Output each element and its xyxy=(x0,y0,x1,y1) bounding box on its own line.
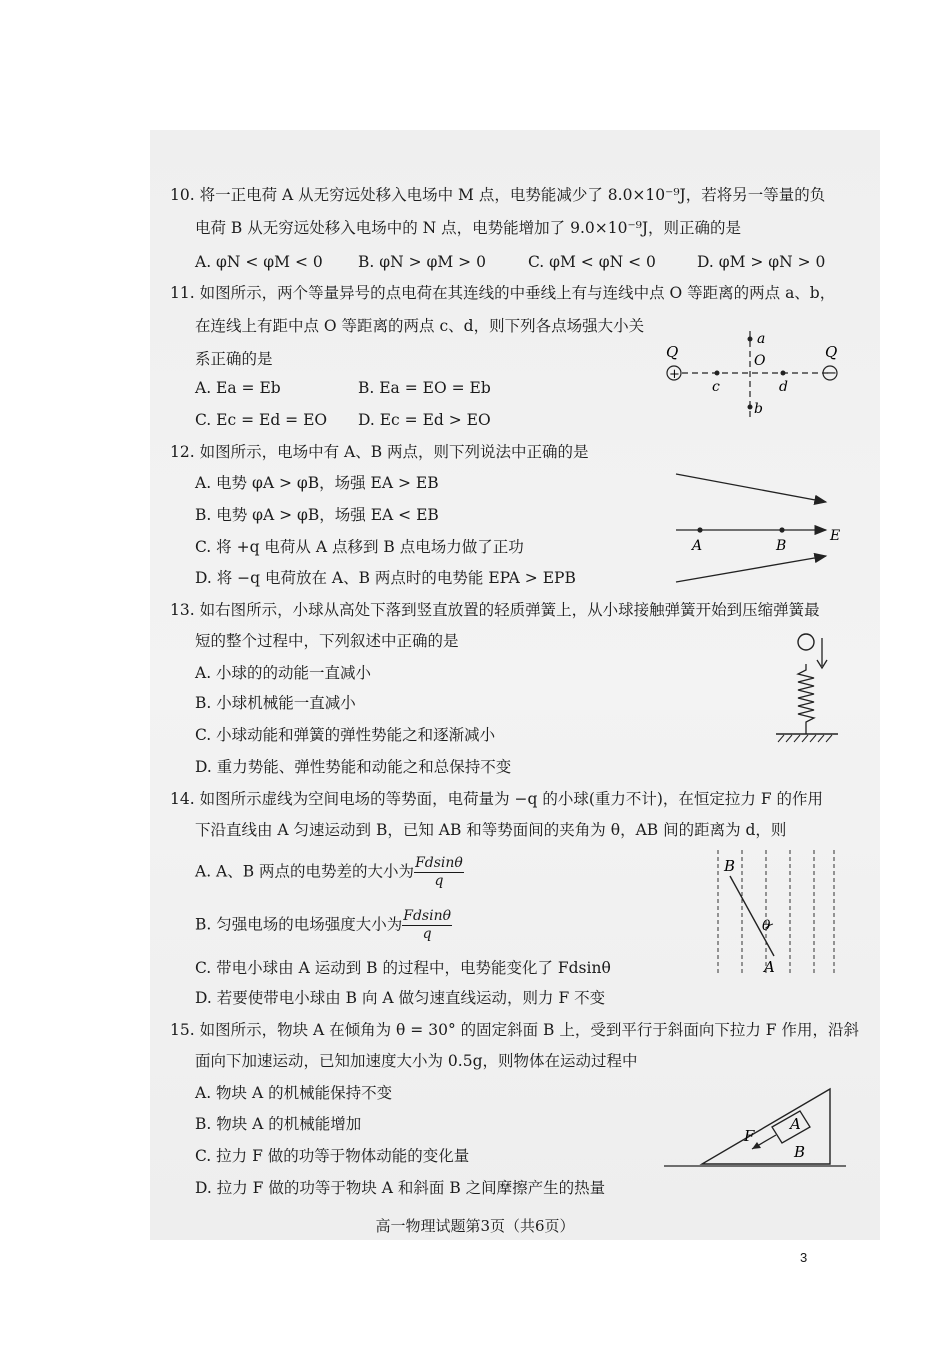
label-b: B xyxy=(776,538,787,554)
q13-figure xyxy=(770,630,840,748)
q11-option-c: C. Ec = Ed = EO xyxy=(195,411,328,429)
label-f: F xyxy=(744,1127,755,1145)
q14-figure xyxy=(712,846,842,978)
q14-option-c: C. 带电小球由 A 运动到 B 的过程中，电势能变化了 Fdsinθ xyxy=(195,959,611,977)
q14-option-b-text: B. 匀强电场的电场强度大小为 xyxy=(195,915,403,934)
q15-option-b: B. 物块 A 的机械能增加 xyxy=(195,1115,362,1133)
q12-line1: 12. 如图所示，电场中有 A、B 两点，则下列说法中正确的是 xyxy=(170,443,589,461)
q14-option-d: D. 若要使带电小球由 B 向 A 做匀速直线运动，则力 F 不变 xyxy=(195,989,606,1007)
q10-option-c: C. φM < φN < 0 xyxy=(528,253,656,271)
page-number: 3 xyxy=(800,1250,808,1265)
label-e: E xyxy=(830,528,841,544)
q15-figure xyxy=(660,1075,850,1175)
label-d: d xyxy=(779,379,788,395)
minus-sign: − xyxy=(826,366,837,381)
q15-option-a: A. 物块 A 的机械能保持不变 xyxy=(195,1084,393,1102)
q14-option-b xyxy=(195,908,452,943)
q13-line2: 短的整个过程中，下列叙述中正确的是 xyxy=(195,632,459,650)
ball-icon xyxy=(798,634,814,650)
q11-option-a: A. Ea = Eb xyxy=(195,379,281,397)
q12-option-a: A. 电势 φA > φB，场强 EA > EB xyxy=(195,474,439,492)
q15-line2: 面向下加速运动，已知加速度大小为 0.5g，则物体在运动过程中 xyxy=(195,1052,638,1070)
q11-line1: 11. 如图所示，两个等量异号的点电荷在其连线的中垂线上有与连线中点 O 等距离的两点 a、b， xyxy=(170,284,836,302)
fraction-denominator: q xyxy=(422,926,432,942)
q12-option-c: C. 将 +q 电荷从 A 点移到 B 点电场力做了正功 xyxy=(195,538,524,556)
fraction xyxy=(414,855,464,890)
label-b: B xyxy=(724,857,736,875)
label-theta: θ xyxy=(762,918,771,934)
label-o: O xyxy=(754,353,766,369)
label-b: B xyxy=(794,1143,806,1161)
label-a: A xyxy=(692,538,703,554)
q13-option-c: C. 小球动能和弹簧的弹性势能之和逐渐减小 xyxy=(195,726,496,744)
label-c: c xyxy=(712,379,720,395)
q12-figure xyxy=(670,468,850,586)
label-a: A xyxy=(790,1115,801,1133)
label-a: A xyxy=(764,958,775,976)
q13-option-b: B. 小球机械能一直减小 xyxy=(195,694,356,712)
fraction-denominator: q xyxy=(434,873,444,889)
q14-line1: 14. 如图所示虚线为空间电场的等势面，电荷量为 −q 的小球(重力不计)，在恒定拉力 F 的作用 xyxy=(170,790,824,808)
label-q-left: Q xyxy=(666,343,679,361)
q12-option-d: D. 将 −q 电荷放在 A、B 两点时的电势能 EPA > EPB xyxy=(195,569,576,587)
q11-figure xyxy=(660,325,850,425)
fraction-numerator: Fdsinθ xyxy=(415,855,463,871)
q11-line2: 在连线上有距中点 O 等距离的两点 c、d，则下列各点场强大小关 xyxy=(195,317,645,335)
spring-icon xyxy=(798,664,814,734)
incline-icon xyxy=(702,1089,830,1164)
fraction-numerator: Fdsinθ xyxy=(403,908,452,924)
label-q-right: Q xyxy=(825,343,838,361)
q14-option-a xyxy=(195,855,464,890)
q15-line1: 15. 如图所示，物块 A 在倾角为 θ = 30° 的固定斜面 B 上，受到平行于斜面向下拉力 F 作用，沿斜 xyxy=(170,1021,859,1039)
page-footer: 高一物理试题第3页（共6页） xyxy=(375,1217,575,1235)
q10-option-b: B. φN > φM > 0 xyxy=(358,253,486,271)
q13-line1: 13. 如右图所示，小球从高处下落到竖直放置的轻质弹簧上，从小球接触弹簧开始到压缩弹簧最 xyxy=(170,601,820,619)
q15-option-c: C. 拉力 F 做的功等于物体动能的变化量 xyxy=(195,1147,470,1165)
q14-line2: 下沿直线由 A 匀速运动到 B，已知 AB 和等势面间的夹角为 θ，AB 间的距离为 d，则 xyxy=(195,821,787,839)
label-b: b xyxy=(754,401,763,417)
plus-sign: + xyxy=(669,367,680,382)
label-a: a xyxy=(757,331,766,347)
q15-option-d: D. 拉力 F 做的功等于物块 A 和斜面 B 之间摩擦产生的热量 xyxy=(195,1179,606,1197)
q11-option-b: B. Ea = EO = Eb xyxy=(358,379,491,397)
q10-option-a: A. φN < φM < 0 xyxy=(195,253,323,271)
q14-option-a-text: A. A、B 两点的电势差的大小为 xyxy=(195,862,415,881)
q11-line3: 系正确的是 xyxy=(195,350,273,368)
q13-option-a: A. 小球的的动能一直减小 xyxy=(195,664,372,682)
q10-line1: 10. 将一正电荷 A 从无穷远处移入电场中 M 点，电势能减少了 8.0×10⁻⁹J，若将另一等量的负 xyxy=(170,186,826,204)
q12-option-b: B. 电势 φA > φB，场强 EA < EB xyxy=(195,506,439,524)
q10-line2: 电荷 B 从无穷远处移入电场中的 N 点，电势能增加了 9.0×10⁻⁹J，则正确的是 xyxy=(195,219,742,237)
q11-option-d: D. Ec = Ed > EO xyxy=(358,411,491,429)
q10-option-d: D. φM > φN > 0 xyxy=(697,253,826,271)
fraction xyxy=(402,908,452,943)
q13-option-d: D. 重力势能、弹性势能和动能之和总保持不变 xyxy=(195,758,512,776)
